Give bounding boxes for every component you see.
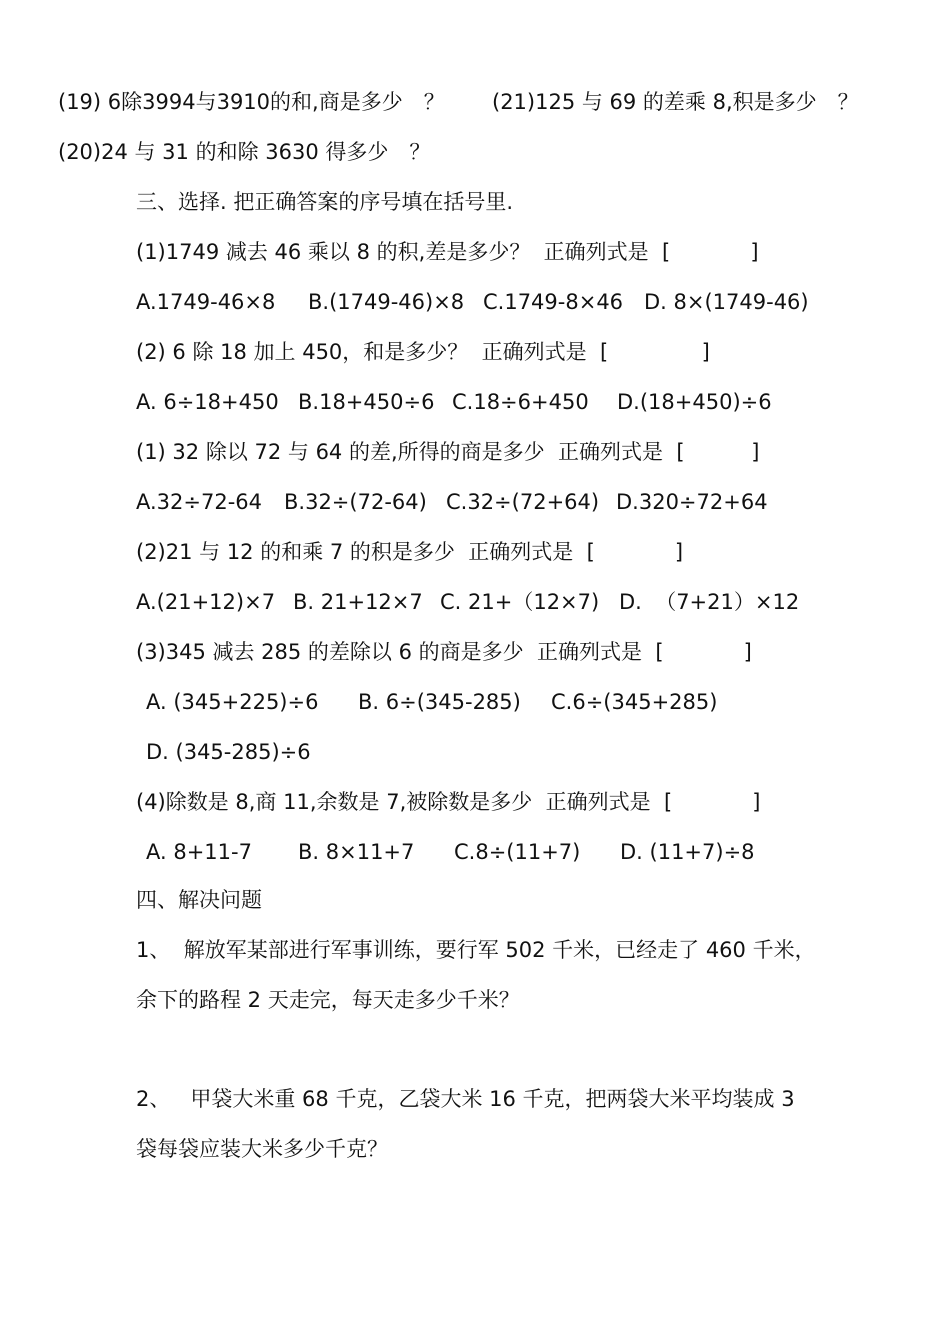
- choice-option-d: D. (11+7)÷8: [620, 840, 755, 864]
- choice-option-a: A.(21+12)×7: [136, 590, 276, 614]
- choice-question-stem: (2) 6 除 18 加上 450，和是多少？ 正确列式是 [ ]: [136, 340, 710, 364]
- choice-option-c: C.8÷(11+7): [454, 840, 581, 864]
- choice-option-c: C.1749-8×46: [483, 290, 624, 314]
- choice-option-d: D.(18+450)÷6: [617, 390, 772, 414]
- question-19: (19) 6除3994与3910的和,商是多少 ？: [58, 90, 445, 114]
- choice-option-b: B.(1749-46)×8: [308, 290, 465, 314]
- choice-question-stem: (2)21 与 12 的和乘 7 的积是多少 正确列式是 [ ]: [136, 540, 684, 564]
- choice-option-d: D. 8×(1749-46): [644, 290, 809, 314]
- choice-option-c: C.6÷(345+285): [551, 690, 718, 714]
- choice-option-c: C.32÷(72+64): [446, 490, 600, 514]
- choice-question-stem: (1) 32 除以 72 与 64 的差,所得的商是多少 正确列式是 [ ]: [136, 440, 760, 464]
- choice-option-d: D.320÷72+64: [616, 490, 768, 514]
- choice-question-stem: (3)345 减去 285 的差除以 6 的商是多少 正确列式是 [ ]: [136, 640, 752, 664]
- section-3-title: 三、选择. 把正确答案的序号填在括号里.: [136, 190, 514, 214]
- question-21: (21)125 与 69 的差乘 8,积是多少 ？: [492, 90, 859, 114]
- choice-option-d: D. (345-285)÷6: [146, 740, 311, 764]
- choice-option-d: D. （7+21）×12: [619, 590, 800, 614]
- choice-option-a: A. (345+225)÷6: [146, 690, 319, 714]
- choice-option-c: C.18÷6+450: [452, 390, 589, 414]
- word-problem-2-line-2: 袋每袋应装大米多少千克？: [136, 1137, 388, 1161]
- choice-option-b: B.32÷(72-64): [284, 490, 427, 514]
- choice-option-a: A. 6÷18+450: [136, 390, 279, 414]
- choice-option-a: A.32÷72-64: [136, 490, 263, 514]
- choice-question-stem: (4)除数是 8,商 11,余数是 7,被除数是多少 正确列式是 [ ]: [136, 790, 761, 814]
- choice-option-b: B. 21+12×7: [293, 590, 423, 614]
- choice-question-stem: (1)1749 减去 46 乘以 8 的积,差是多少？ 正确列式是 [ ]: [136, 240, 759, 264]
- word-problem-1-line-2: 余下的路程 2 天走完，每天走多少千米？: [136, 988, 520, 1012]
- word-problem-1-line-1: 1、 解放军某部进行军事训练，要行军 502 千米，已经走了 460 千米，: [136, 938, 816, 962]
- choice-option-a: A. 8+11-7: [146, 840, 252, 864]
- section-4-title: 四、解决问题: [136, 888, 262, 912]
- choice-option-b: B. 8×11+7: [298, 840, 415, 864]
- question-20: (20)24 与 31 的和除 3630 得多少 ？: [58, 140, 431, 164]
- choice-option-b: B. 6÷(345-285): [358, 690, 521, 714]
- choice-option-c: C. 21+（12×7): [440, 590, 600, 614]
- choice-option-b: B.18+450÷6: [298, 390, 435, 414]
- choice-option-a: A.1749-46×8: [136, 290, 276, 314]
- word-problem-2-line-1: 2、 甲袋大米重 68 千克，乙袋大米 16 千克，把两袋大米平均装成 3: [136, 1087, 795, 1111]
